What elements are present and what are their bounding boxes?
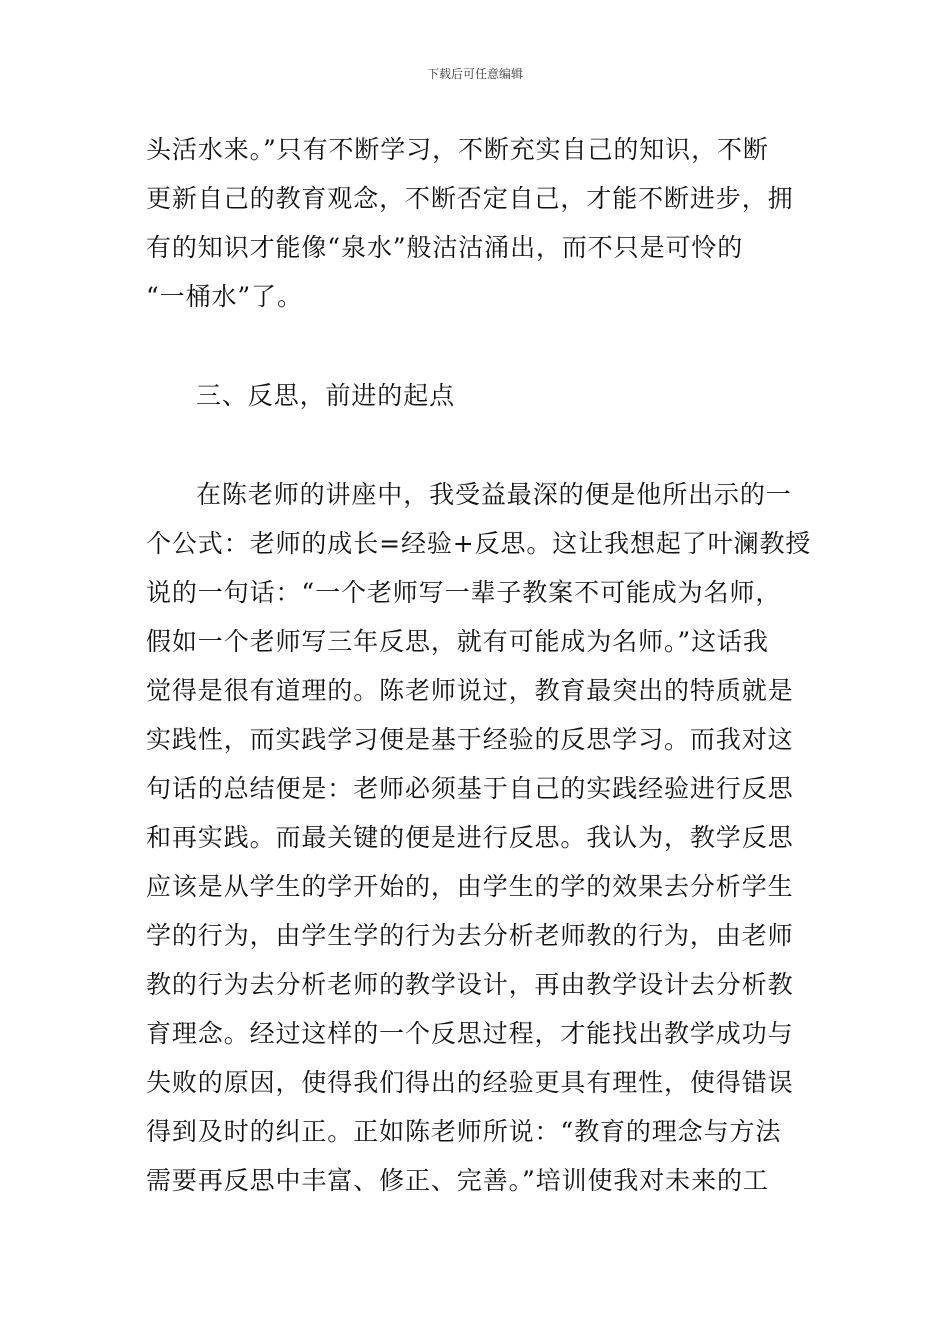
paragraph-line: 个公式：老师的成长=经验+反思。这让我想起了叶澜教授 — [146, 529, 812, 558]
paragraph-line: 需要再反思中丰富、修正、完善。”培训使我对未来的工 — [146, 1166, 769, 1195]
paragraph-line: 假如一个老师写三年反思，就有可能成为名师。”这话我 — [146, 627, 769, 656]
paragraph-line: 实践性，而实践学习便是基于经验的反思学习。而我对这 — [146, 725, 794, 754]
paragraph-line: 教的行为去分析老师的教学设计，再由教学设计去分析教 — [146, 970, 794, 999]
paragraph-line: 更新自己的教育观念，不断否定自己，才能不断进步，拥 — [146, 184, 794, 213]
paragraph-line: 应该是从学生的学开始的，由学生的学的效果去分析学生 — [146, 872, 794, 901]
paragraph-line: 在陈老师的讲座中，我受益最深的便是他所出示的一 — [196, 480, 792, 509]
page-header-note: 下载后可任意编辑 — [426, 67, 523, 81]
paragraph-line: 和再实践。而最关键的便是进行反思。我认为，教学反思 — [146, 823, 794, 852]
paragraph-line: 说的一句话：“一个老师写一辈子教案不可能成为名师， — [146, 578, 782, 607]
paragraph-line: 失败的原因，使得我们得出的经验更具有理性，使得错误 — [146, 1068, 794, 1097]
paragraph-line: 育理念。经过这样的一个反思过程，才能找出教学成功与 — [146, 1019, 794, 1048]
paragraph-line: 有的知识才能像“泉水”般沽沽涌出，而不只是可怜的 — [146, 233, 744, 262]
section-heading: 三、反思，前进的起点 — [196, 381, 456, 410]
paragraph-line: “一桶水”了。 — [146, 282, 303, 311]
paragraph-line: 觉得是很有道理的。陈老师说过，教育最突出的特质就是 — [146, 676, 794, 705]
paragraph-line: 头活水来。”只有不断学习，不断充实自己的知识，不断 — [146, 135, 769, 164]
paragraph-line: 得到及时的纠正。正如陈老师所说：“教育的理念与方法 — [146, 1117, 782, 1146]
paragraph-line: 学的行为，由学生学的行为去分析老师教的行为，由老师 — [146, 921, 794, 950]
paragraph-line: 句话的总结便是：老师必须基于自己的实践经验进行反思 — [146, 774, 794, 803]
